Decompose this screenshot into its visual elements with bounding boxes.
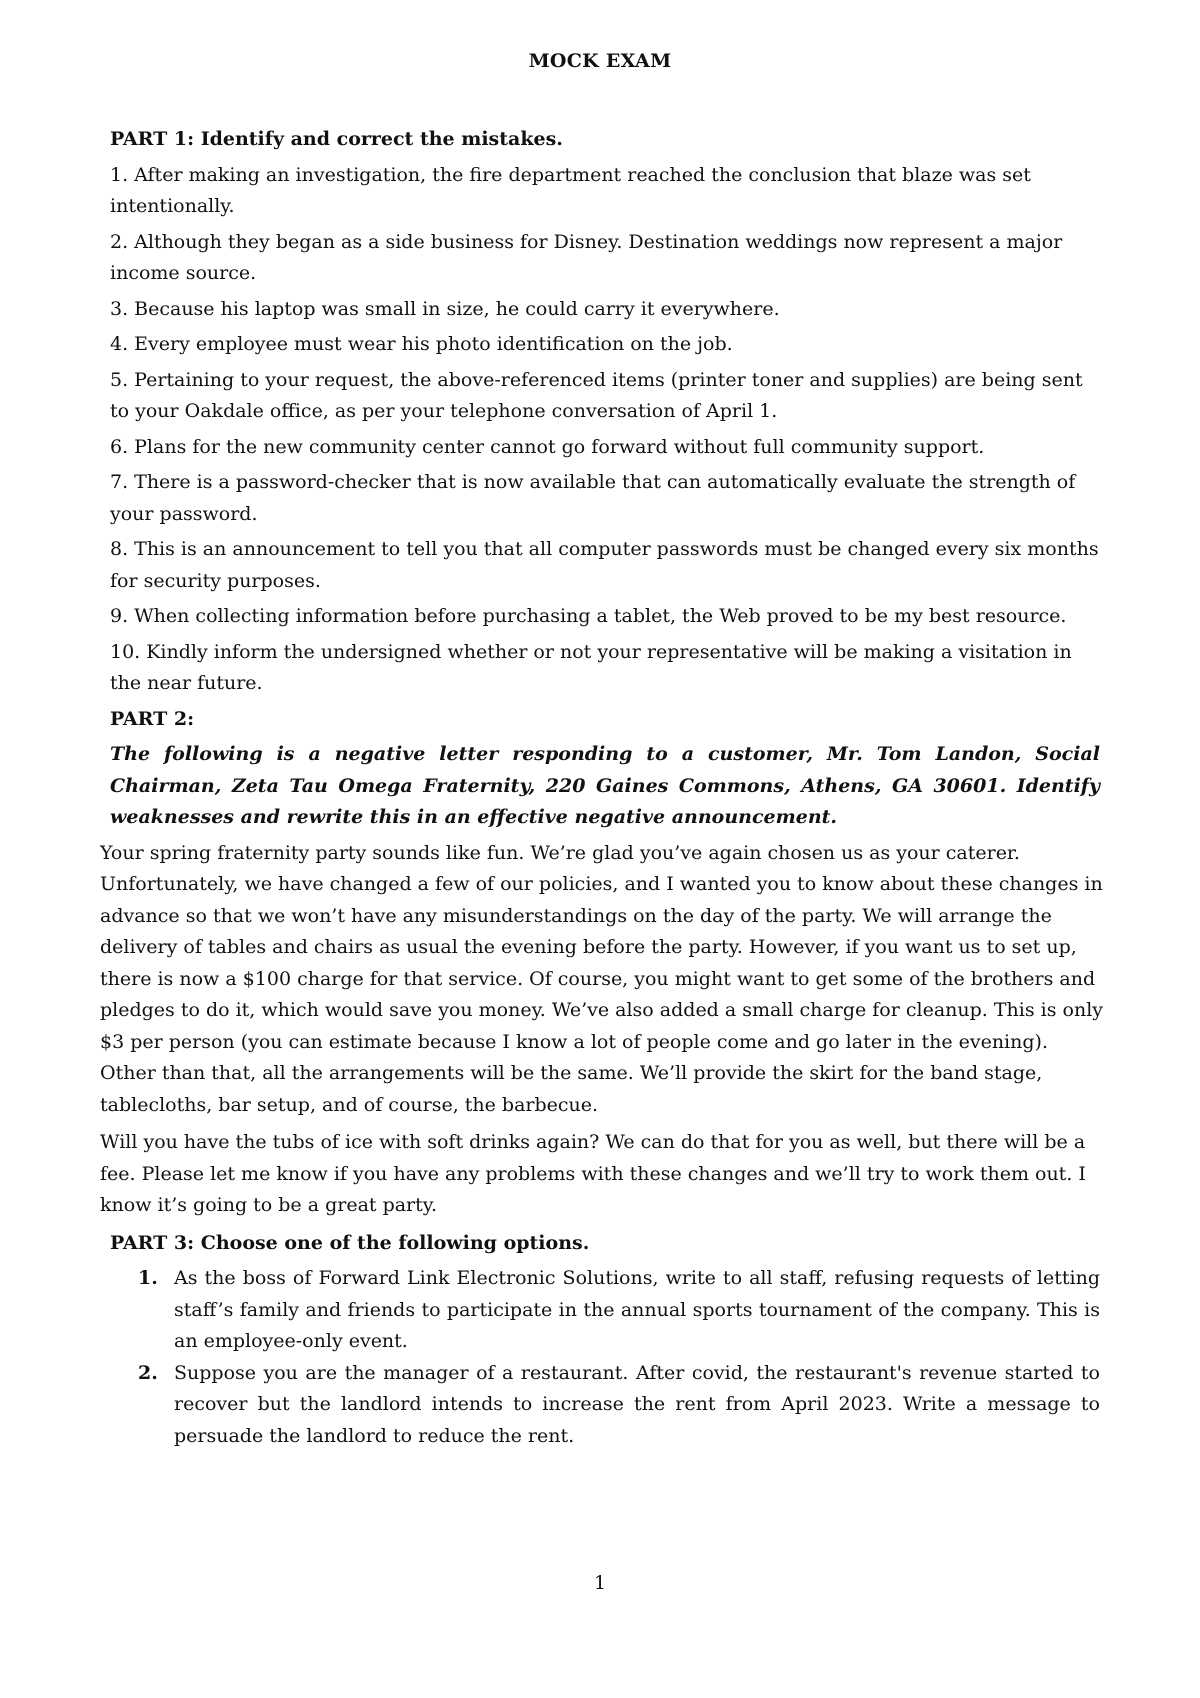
item-number: 1. bbox=[110, 163, 129, 186]
part1-item bbox=[110, 432, 1100, 464]
item-number: 4. bbox=[110, 333, 129, 355]
part2-instruction: The following is a negative letter responding to a customer, Mr. Tom Landon, Social Chairman, Zeta Tau Omega Fraternity, 220 Gaines Commons, Athens, GA 30601. Identify weaknesses and rewrite this in an effective negative announcement. bbox=[110, 743, 1100, 828]
item-number: 9. bbox=[110, 605, 129, 627]
part1-heading: PART 1: Identify and correct the mistakes. bbox=[110, 128, 563, 150]
item-text: This is an announcement to tell you that all computer passwords must be changed every six months for security purposes. bbox=[110, 538, 1099, 592]
item-text: Plans for the new community center cannot go forward without full community support. bbox=[134, 435, 985, 458]
part3-options-list bbox=[138, 1263, 1100, 1452]
option-number: 1. bbox=[138, 1267, 158, 1289]
option-text: Suppose you are the manager of a restaurant. After covid, the restaurant's revenue started to recover but the landlord intends to increase the rent from April 2023. Write a message to persuade the landlord to reduce the rent. bbox=[174, 1361, 1100, 1447]
part1-item bbox=[110, 601, 1100, 633]
document-body bbox=[100, 124, 1104, 1452]
part1-item bbox=[110, 160, 1100, 223]
item-number: 8. bbox=[110, 538, 129, 560]
item-number: 10. bbox=[110, 640, 141, 663]
item-text: Every employee must wear his photo identification on the job. bbox=[134, 333, 733, 355]
option-number: 2. bbox=[138, 1361, 158, 1384]
part3-option bbox=[138, 1263, 1100, 1358]
part1-item bbox=[110, 467, 1100, 530]
option-text: As the boss of Forward Link Electronic Solutions, write to all staff, refusing requests of letting staff’s family and friends to participate in the annual sports tournament of the company. This is an employee-only event. bbox=[174, 1267, 1100, 1352]
item-number: 2. bbox=[110, 230, 129, 253]
item-text: There is a password-checker that is now available that can automatically evaluate the strength of your password. bbox=[110, 471, 1076, 525]
item-text: Kindly inform the undersigned whether or not your representative will be making a visitation in the near future. bbox=[110, 640, 1072, 694]
part2-heading: PART 2: bbox=[110, 707, 195, 730]
part3-heading: PART 3: Choose one of the following options. bbox=[110, 1231, 590, 1254]
item-number: 3. bbox=[110, 297, 129, 320]
part3-option bbox=[138, 1358, 1100, 1453]
part1-item bbox=[110, 637, 1100, 700]
item-number: 7. bbox=[110, 471, 129, 493]
item-number: 5. bbox=[110, 368, 129, 391]
page-title: MOCK EXAM bbox=[528, 50, 672, 72]
part1-item bbox=[110, 227, 1100, 290]
part1-list bbox=[110, 160, 1100, 700]
page-number: 1 bbox=[593, 1572, 607, 1594]
item-text: Pertaining to your request, the above-referenced items (printer toner and supplies) are being sent to your Oakdale office, as per your telephone conversation of April 1. bbox=[110, 368, 1083, 422]
item-number: 6. bbox=[110, 435, 129, 458]
item-text: Although they began as a side business for Disney. Destination weddings now represent a major income source. bbox=[110, 230, 1063, 284]
part1-item bbox=[110, 329, 1100, 361]
letter-paragraph: Will you have the tubs of ice with soft drinks again? We can do that for you as well, but there will be a fee. Please let me know if you have any problems with these changes and we’ll try to work them out. I know it’s going to be a great party. bbox=[100, 1131, 1086, 1216]
item-text: When collecting information before purchasing a tablet, the Web proved to be my best resource. bbox=[134, 605, 1067, 627]
part1-item bbox=[110, 365, 1100, 428]
part1-item bbox=[110, 534, 1100, 597]
letter-paragraph: Your spring fraternity party sounds like fun. We’re glad you’ve again chosen us as your caterer. Unfortunately, we have changed a few of our policies, and I wanted you to know about these changes in advance so that we won’t have any misunderstandings on the day of the party. We will arrange the delivery of tables and chairs as usual the evening before the party. However, if you want us to set up, there is now a $100 charge for that service. Of course, you might want to get some of the brothers and pledges to do it, which would save you money. We’ve also added a small charge for cleanup. This is only $3 per person (you can estimate because I know a lot of people come and go later in the evening). Other than that, all the arrangements will be the same. We’ll provide the skirt for the band stage, tablecloths, bar setup, and of course, the barbecue. bbox=[100, 841, 1104, 1116]
item-text: After making an investigation, the fire department reached the conclusion that blaze was set intentionally. bbox=[110, 163, 1031, 217]
item-text: Because his laptop was small in size, he could carry it everywhere. bbox=[134, 297, 780, 320]
part1-item bbox=[110, 294, 1100, 326]
